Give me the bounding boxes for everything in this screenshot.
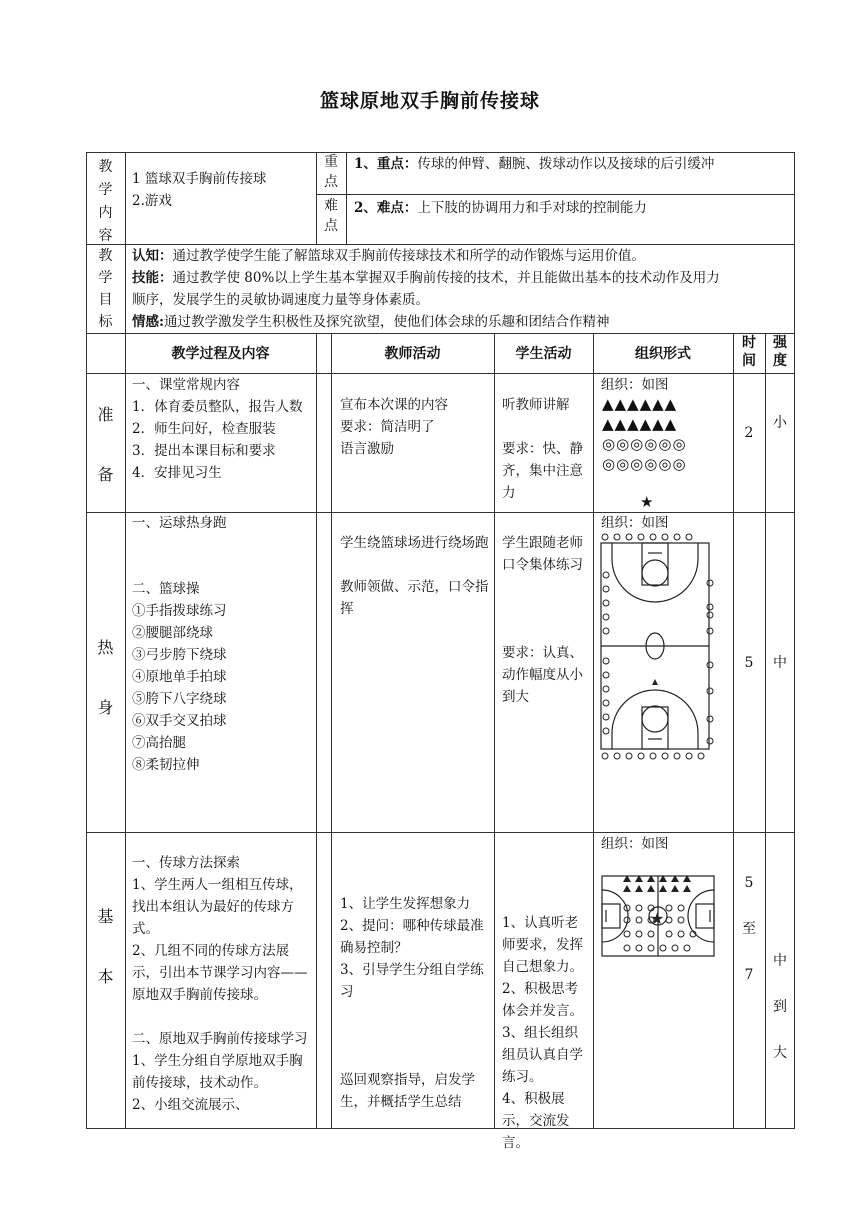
teacher-star-icon: ★ (640, 493, 655, 511)
warmup-process: 一、运球热身跑 二、篮球操 ①手指拨球练习 ②腰腿部绕球 ③弓步胯下绕球 ④原地单手拍球 ⑤胯下八字绕球 ⑥双手交叉拍球 ⑦高抬腿 ⑧柔韧拉伸 (132, 515, 227, 773)
prep-teacher: 宣布本次课的内容 要求：简洁明了 语言激励 (340, 397, 448, 457)
page-title: 篮球原地双手胸前传接球 (319, 90, 540, 112)
header-teacher: 教师活动 (384, 346, 441, 362)
difficulty-label: 难 点 (324, 198, 338, 234)
basic-label: 基 本 (97, 907, 114, 986)
goal-emotion: 情感:通过教学激发学生积极性及探究欲望，使他们体会球的乐趣和团结合作精神 (132, 314, 610, 330)
warmup-student: 学生跟随老师口令集体练习 要求：认真、动作幅度从小到大 (502, 535, 583, 705)
teacher-star-icon: ★ (650, 909, 665, 928)
basic-org-label: 组织：如图 (601, 836, 669, 852)
teacher-triangle-icon (652, 679, 658, 685)
header-time: 时 间 (742, 335, 756, 369)
goal-skill-cont: 顺序，发展学生的灵敏协调速度力量等身体素质。 (132, 292, 429, 308)
basic-student: 1、认真听老师要求，发挥自己想象力。 2、积极思考体会并发言。 3、组长组织组员认真自学练习。 4、积极展示，交流发言。 (502, 915, 583, 1151)
difficulty-text: 2、难点：上下肢的协调用力和手对球的控制能力 (354, 200, 647, 216)
prep-time: 2 (744, 425, 754, 441)
circle-row-icon: ◎◎◎◎◎◎ (602, 435, 687, 453)
warmup-teacher: 学生绕篮球场进行绕场跑 教师领做、示范，口令指挥 (340, 535, 489, 617)
prep-label: 准 备 (97, 405, 114, 484)
warmup-org-label: 组织：如图 (601, 515, 669, 531)
prep-org-label: 组织：如图 (601, 377, 669, 393)
basic-time: 5 至 7 (742, 875, 756, 983)
header-process: 教学过程及内容 (171, 346, 270, 362)
header-org: 组织形式 (635, 346, 691, 362)
prep-student: 听教师讲解 要求：快、静齐，集中注意力 (502, 397, 583, 501)
key-point-label: 重 点 (324, 154, 338, 190)
basic-teacher: 1、让学生发挥想象力 2、提问：哪种传球最准确易控制？ 3、引导学生分组自学练习 巡回观察指导，启发学生，并概括学生总结 (340, 896, 484, 1110)
full-court-diagram (596, 531, 718, 761)
triangle-row-icon: ▲▲▲▲▲▲ (602, 395, 678, 413)
court-drills-diagram (598, 868, 720, 968)
content-label: 教 学 内 容 (98, 159, 113, 244)
circle-row-icon: ◎◎◎◎◎◎ (602, 455, 687, 473)
prep-process: 一、课堂常规内容 1．体育委员整队，报告人数 2．师生问好，检查服装 3．提出本课目标和要求 4．安排见习生 (132, 377, 303, 481)
warmup-label: 热 身 (97, 638, 114, 717)
basic-process: 一、传球方法探索 1、学生两人一组相互传球，找出本组认为最好的传球方式。 2、几组不同的传球方法展示，引出本节课学习内容——原地双手胸前传接球。 二、原地双手胸前传接球学习 1、学生分组自学原地双手胸前传接球，技术动作。 2、小组交流展示、 (132, 855, 308, 1113)
goals-label: 教 学 目 标 (98, 248, 113, 330)
basic-intensity: 中 到 大 (773, 953, 787, 1061)
warmup-time: 5 (744, 655, 754, 671)
prep-intensity: 小 (773, 415, 787, 431)
warmup-intensity: 中 (773, 655, 787, 671)
triangle-row-icon: ▲▲▲▲▲▲ (602, 415, 678, 433)
goal-cognition: 认知：通过教学使学生能了解篮球双手胸前传接球技术和所学的动作锻炼与运用价值。 (132, 248, 645, 264)
header-intensity: 强 度 (773, 335, 787, 369)
header-student: 学生活动 (515, 346, 572, 362)
key-point-text: 1、重点：传球的伸臂、翻腕、拨球动作以及接球的后引缓冲 (354, 156, 715, 172)
goal-skill: 技能：通过教学使 80%以上学生基本掌握双手胸前传接的技术，并且能做出基本的技术动作及用力 (132, 270, 720, 286)
content-items: 1 篮球双手胸前传接球 2.游戏 (132, 171, 267, 209)
